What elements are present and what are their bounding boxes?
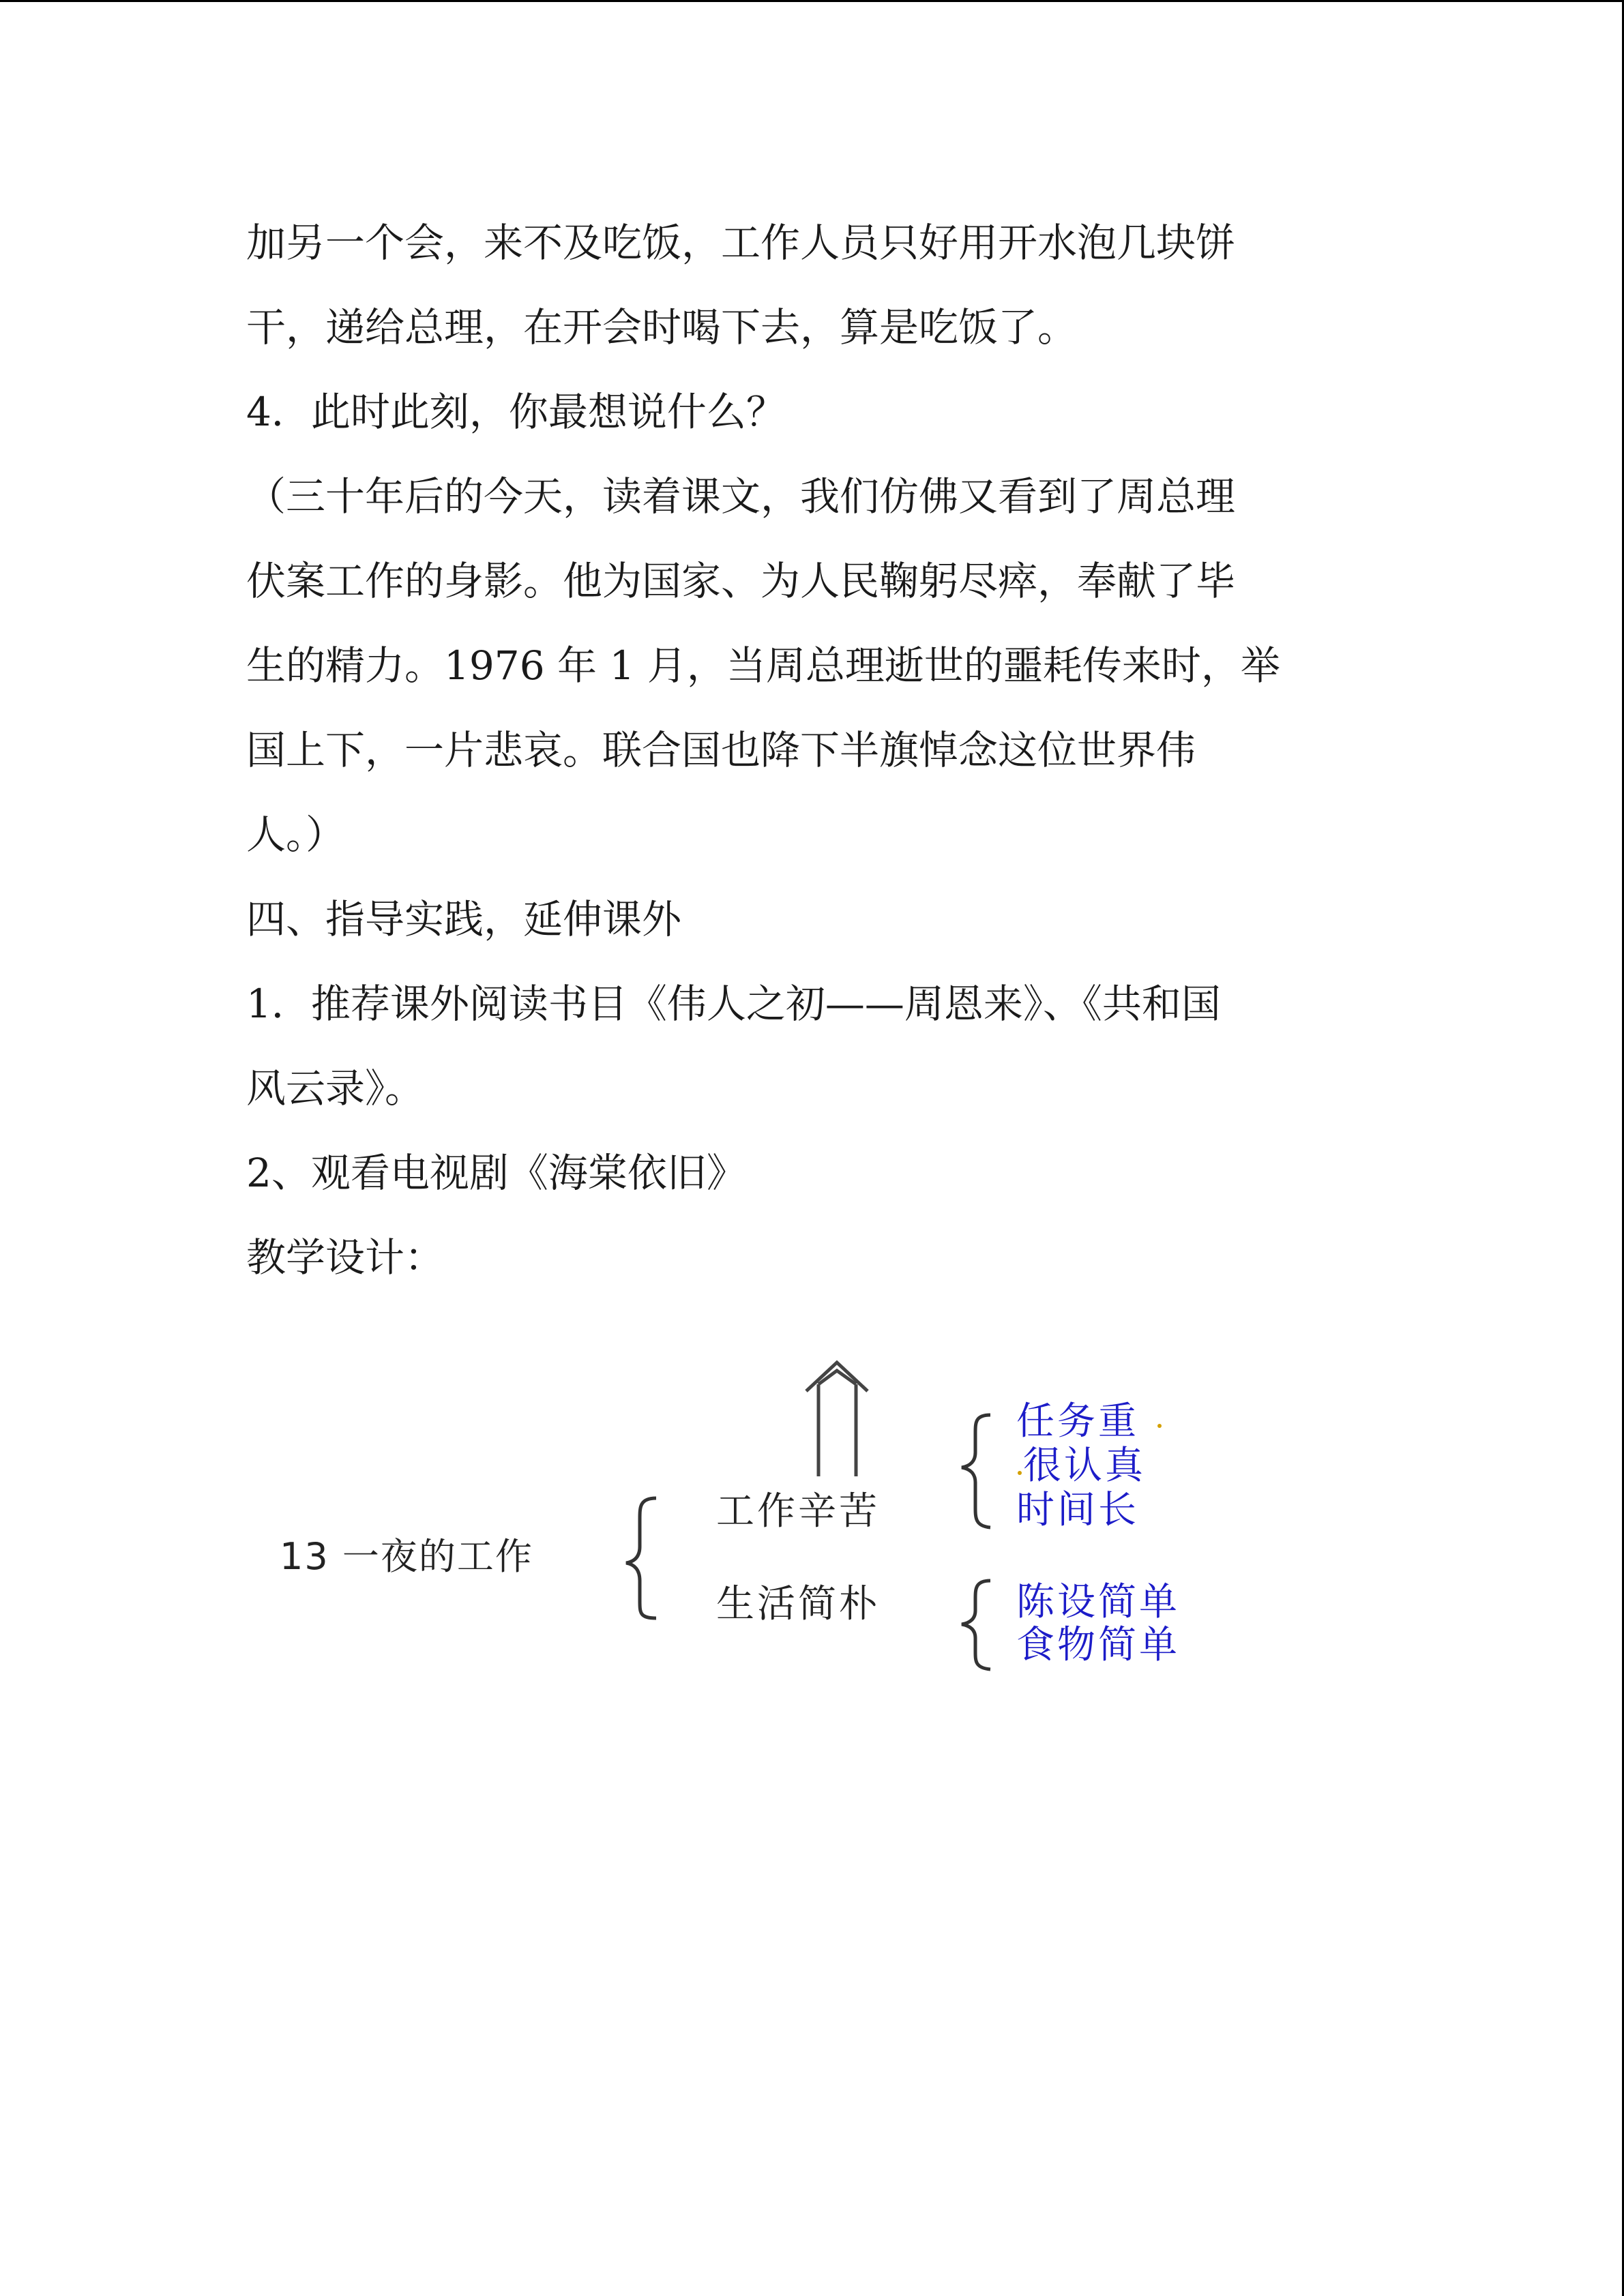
main-brace [626,1498,656,1618]
paragraph-line: 干，递给总理，在开会时喝下去，算是吃饭了。 [246,304,1078,351]
diagram-title: 13 一夜的工作 [280,1535,533,1578]
paragraph-line: 国上下，一片悲哀。联合国也降下半旗悼念这位世界伟 [246,727,1196,773]
leaf-item: 任务重 [1016,1399,1139,1444]
leaf-item: 陈设简单 [1016,1580,1180,1624]
paragraph-line: 风云录》。 [246,1065,425,1112]
branch-label-work: 工作辛苦 [716,1489,880,1534]
upper-brace [962,1415,990,1527]
accent-dot [1157,1424,1162,1428]
paragraph-line: 加另一个会，来不及吃饭，工作人员只好用开水泡几块饼 [246,220,1236,266]
teaching-design-heading: 教学设计： [246,1234,445,1281]
double-arrow-up-icon [806,1362,868,1476]
branch-label-life: 生活简朴 [716,1582,880,1626]
document-body [246,200,1372,1300]
paragraph-line: 1．推荐课外阅读书目《伟人之初——周恩来》、《共和国 [246,981,1221,1027]
lower-brace [962,1581,990,1669]
paragraph-line: 人。） [246,811,346,858]
leaf-item: 很认真 [1023,1444,1146,1488]
leaf-item: 时间长 [1016,1488,1139,1532]
page-top-border [0,0,1624,2]
accent-dot [1018,1471,1022,1475]
section-heading: 四、指导实践，延伸课外 [246,896,682,942]
paragraph-line: 2、观看电视剧《海棠依旧》 [246,1150,746,1196]
question-4: 4．此时此刻，你最想说什么？ [246,389,786,435]
paragraph-line: 伏案工作的身影。他为国家、为人民鞠躬尽瘁，奉献了毕 [246,558,1236,604]
paragraph-line: 生的精力。1976 年 1 月，当周总理逝世的噩耗传来时，举 [246,642,1280,689]
paragraph-line: （三十年后的今天，读着课文，我们仿佛又看到了周总理 [246,473,1236,520]
leaf-item: 食物简单 [1016,1623,1180,1667]
